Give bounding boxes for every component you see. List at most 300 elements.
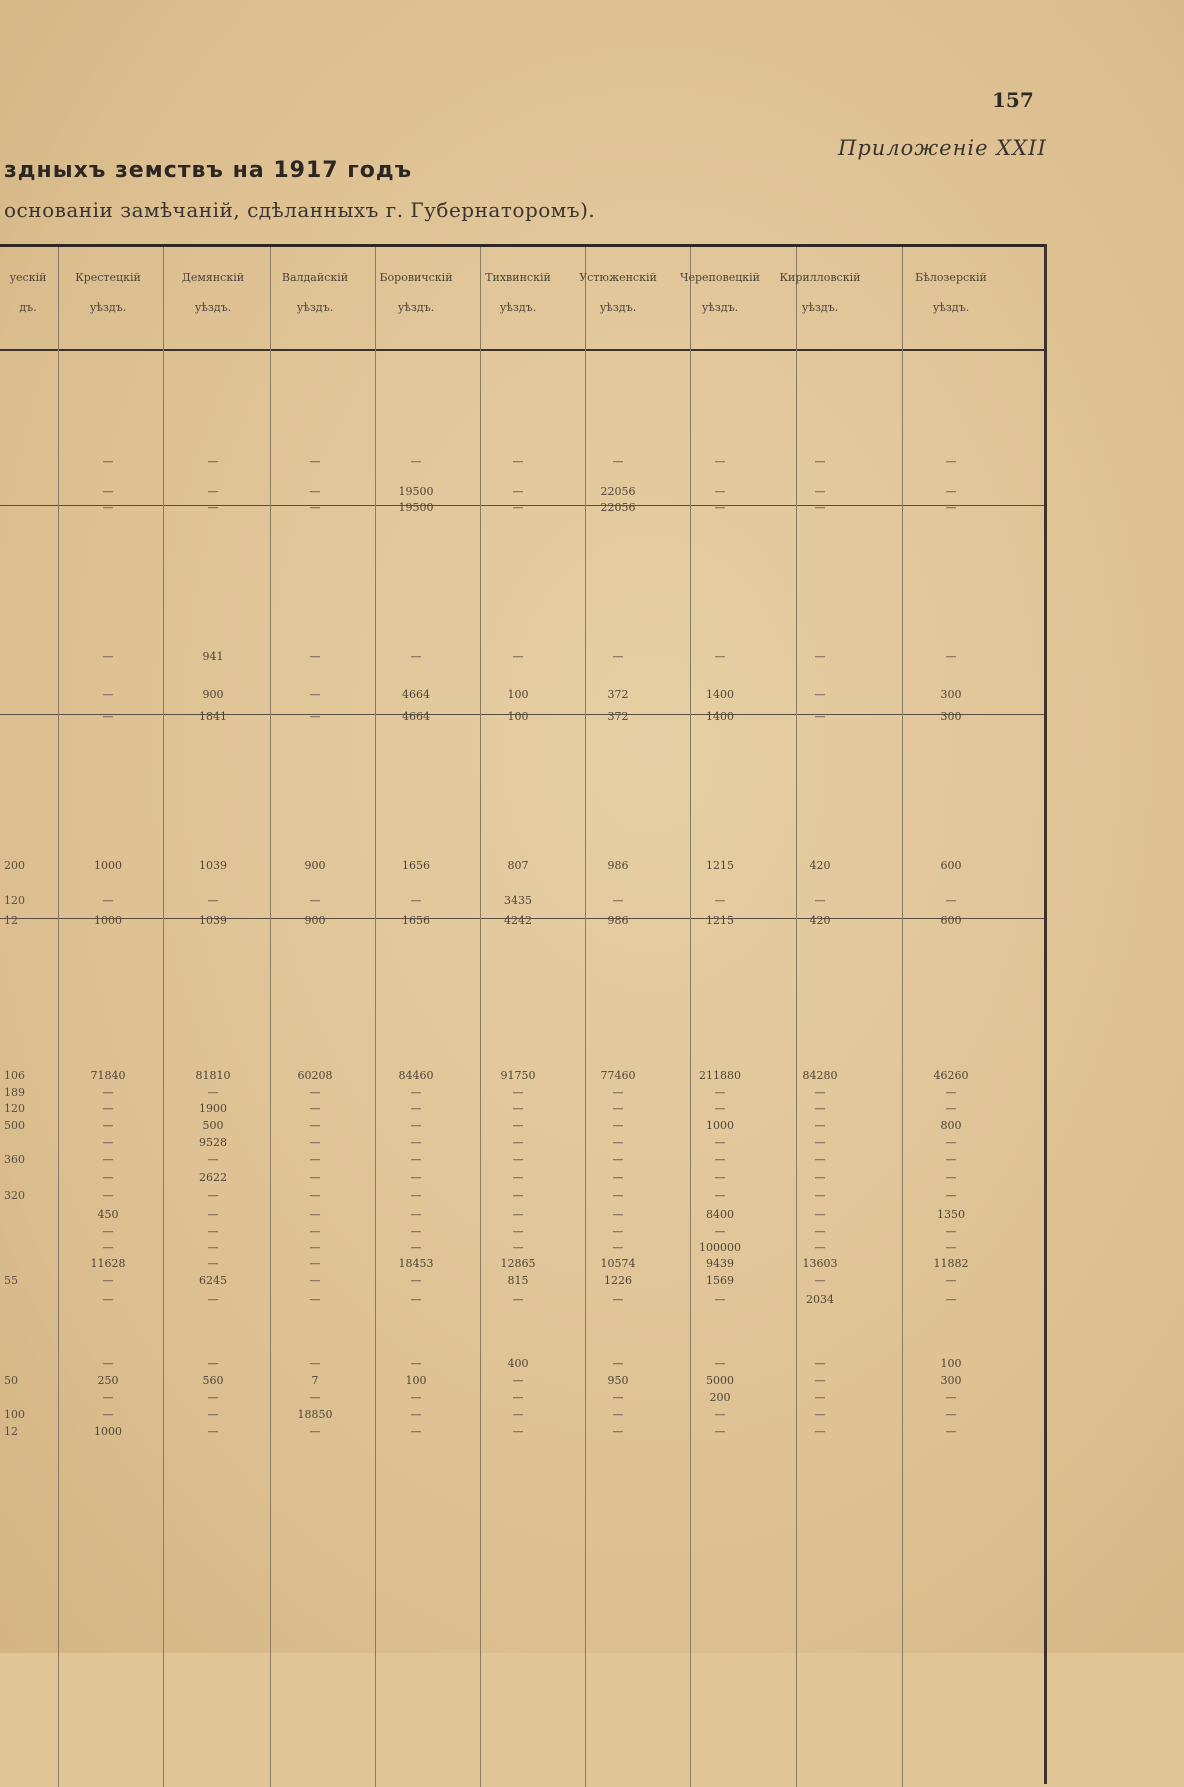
column-divider [375,247,376,1787]
table-cell: — [512,1391,524,1404]
table-cell: — [512,501,524,514]
table-cell: 600 [940,859,962,872]
table-cell: 986 [607,914,629,927]
table-cell: — [814,650,826,663]
table-cell: — [612,1293,624,1306]
table-cell: 71840 [90,1069,126,1082]
table-cell: 5000 [706,1374,734,1387]
table-cell: — [309,1257,321,1270]
table-cell: — [814,501,826,514]
table-cell: — [945,1241,957,1254]
table-cell: 4664 [402,688,430,701]
table-cell: 1656 [402,914,430,927]
table-cell: 1000 [706,1119,734,1132]
column-header-unit: уѣздъ. [499,301,537,315]
table-cell: — [207,1241,219,1254]
table-cell: — [714,501,726,514]
table-cell: — [612,1425,624,1438]
table-cell: — [410,1293,422,1306]
table-cell: — [207,1391,219,1404]
table-cell: — [945,485,957,498]
table-cell: 81810 [195,1069,231,1082]
table-cell: 1350 [937,1208,965,1221]
column-header-name: уескій [9,271,47,284]
table-cell: 91750 [500,1069,536,1082]
table-cell: 100000 [699,1241,741,1254]
table-cell: — [102,1241,114,1254]
table-cell: — [309,894,321,907]
table-cell: — [814,1408,826,1421]
table-cell: — [102,1408,114,1421]
table-cell: — [945,650,957,663]
table-cell: — [945,1189,957,1202]
table-cell: 60208 [297,1069,333,1082]
table-cell: — [309,1293,321,1306]
table-cell: — [945,1408,957,1421]
column-header-unit: уѣздъ. [932,301,970,315]
table-cell: 3435 [504,894,532,907]
table-cell: — [512,1225,524,1238]
table-cell: 300 [940,710,962,723]
table-cell: 815 [507,1274,529,1287]
partial-column-value: 120 [4,894,25,907]
table-cell: — [612,1225,624,1238]
table-cell: — [945,1086,957,1099]
table-cell: — [512,1374,524,1387]
table-cell: — [814,1374,826,1387]
table-cell: 100 [940,1357,962,1370]
table-cell: — [309,1241,321,1254]
column-divider [690,247,691,1787]
column-divider [585,247,586,1787]
table-cell: — [207,501,219,514]
column-header-name: Демянскій [181,271,245,284]
table-cell: — [512,455,524,468]
table-cell: — [612,1391,624,1404]
page-title: здныхъ земствъ на 1917 годъ [4,158,413,183]
table-cell: — [612,1136,624,1149]
table-cell: 300 [940,1374,962,1387]
partial-column-value: 50 [4,1374,18,1387]
table-cell: — [512,1153,524,1166]
table-cell: 941 [202,650,224,663]
partial-column-value: 200 [4,859,25,872]
table-cell: 1039 [199,914,227,927]
table-cell: — [410,1171,422,1184]
table-cell: — [410,1391,422,1404]
table-cell: — [814,485,826,498]
table-cell: — [512,1293,524,1306]
table-cell: 1841 [199,710,227,723]
table-cell: — [207,1208,219,1221]
column-header-unit: уѣздъ. [397,301,435,315]
table-cell: 19500 [398,501,434,514]
table-cell: — [309,650,321,663]
table-cell: — [714,650,726,663]
table-cell: — [309,1153,321,1166]
table-cell: — [309,1189,321,1202]
table-cell: — [512,1086,524,1099]
table-cell: — [309,501,321,514]
table-cell: — [945,1274,957,1287]
page-number: 157 [992,88,1034,112]
table-cell: 560 [202,1374,224,1387]
column-header-name: Череповецкій [679,271,761,284]
table-cell: — [102,710,114,723]
table-cell: 9528 [199,1136,227,1149]
table-cell: — [945,1102,957,1115]
table-cell: — [612,1189,624,1202]
table-cell: — [309,1357,321,1370]
table-cell: — [612,1408,624,1421]
table-cell: 1656 [402,859,430,872]
partial-column-value: 120 [4,1102,25,1115]
table-cell: — [814,1391,826,1404]
table-cell: — [207,1225,219,1238]
table-cell: — [512,1208,524,1221]
table-cell: 800 [940,1119,962,1132]
table-cell: 1400 [706,710,734,723]
table-cell: 100 [405,1374,427,1387]
table-cell: 1039 [199,859,227,872]
table-cell: — [102,1293,114,1306]
column-header-unit: уѣздъ. [296,301,334,315]
column-header-name: Тихвинскій [485,271,551,284]
table-cell: 500 [202,1119,224,1132]
table-cell: — [612,1241,624,1254]
table-cell: 19500 [398,485,434,498]
table-cell: 900 [304,914,326,927]
table-cell: 22056 [600,485,636,498]
table-cell: 13603 [802,1257,838,1270]
column-header [56,272,160,314]
table-cell: 900 [202,688,224,701]
table-cell: — [814,1274,826,1287]
table-cell: 1569 [706,1274,734,1287]
table-cell: — [814,710,826,723]
table-cell: — [612,1102,624,1115]
column-divider [58,247,59,1787]
table-cell: — [612,1357,624,1370]
table-cell: — [102,1225,114,1238]
table-cell: — [714,1293,726,1306]
table-cell: 420 [809,914,831,927]
table-cell: — [814,1425,826,1438]
column-header-name: Бѣлозерскій [915,271,987,284]
table-cell: 986 [607,859,629,872]
table-cell: — [410,1241,422,1254]
table-cell: 600 [940,914,962,927]
table-cell: — [207,455,219,468]
table-cell: — [714,485,726,498]
table-cell: 18453 [398,1257,434,1270]
table-cell: 11628 [90,1257,126,1270]
table-right-border [1044,244,1047,1784]
table-cell: — [102,1171,114,1184]
table-cell: — [814,1102,826,1115]
table-cell: 4664 [402,710,430,723]
table-cell: 372 [607,710,629,723]
column-header-name: Боровичскій [379,271,453,284]
column-divider [163,247,164,1787]
table-cell: 900 [304,859,326,872]
table-cell: — [714,1136,726,1149]
table-cell: — [102,894,114,907]
table-cell: 807 [507,859,529,872]
table-cell: 300 [940,688,962,701]
table-cell: — [410,455,422,468]
column-header [768,272,872,314]
table-cell: — [945,1171,957,1184]
table-cell: 11882 [933,1257,969,1270]
table-cell: — [410,1274,422,1287]
table-cell: — [207,1257,219,1270]
table-cell: — [207,485,219,498]
table-cell: — [207,894,219,907]
column-divider [270,247,271,1787]
table-cell: — [814,1153,826,1166]
table-cell: 400 [507,1357,529,1370]
table-cell: — [945,1153,957,1166]
table-cell: 1000 [94,859,122,872]
table-cell: — [512,1241,524,1254]
page-subtitle: основаніи замѣчаній, сдѣланныхъ г. Губернаторомъ). [4,198,596,222]
table-cell: — [309,1274,321,1287]
table-cell: 250 [97,1374,119,1387]
table-cell: — [612,1086,624,1099]
table-cell: — [102,485,114,498]
table-cell: — [102,1136,114,1149]
table-cell: — [102,1189,114,1202]
table-cell: 84280 [802,1069,838,1082]
column-header-unit: дъ. [19,301,37,315]
table-cell: 4242 [504,914,532,927]
table-cell: 2034 [806,1293,834,1306]
table-cell: — [714,1189,726,1202]
table-cell: — [207,1357,219,1370]
table-cell: 100 [507,688,529,701]
table-cell: 420 [809,859,831,872]
table-cell: 6245 [199,1274,227,1287]
table-cell: — [410,894,422,907]
table-cell: — [410,1086,422,1099]
table-cell: 7 [311,1374,319,1387]
table-cell: 1215 [706,914,734,927]
column-header-unit: уѣздъ. [801,301,839,315]
table-cell: — [612,1153,624,1166]
column-header-unit: уѣздъ. [599,301,637,315]
table-cell: 1215 [706,859,734,872]
table-cell: — [102,1357,114,1370]
table-cell: — [714,1153,726,1166]
column-header [466,272,570,314]
table-cell: — [102,1153,114,1166]
table-cell: — [945,1293,957,1306]
table-cell: — [309,455,321,468]
table-cell: 1000 [94,914,122,927]
column-header-unit: уѣздъ. [89,301,127,315]
column-header-name: Крестецкій [75,271,141,284]
table-cell: 950 [607,1374,629,1387]
table-cell: — [612,1171,624,1184]
table-cell: — [814,688,826,701]
table-cell: — [714,455,726,468]
table-cell: — [612,1119,624,1132]
table-cell: — [512,1425,524,1438]
column-header [263,272,367,314]
table-cell: — [945,1136,957,1149]
column-divider [902,247,903,1787]
partial-column-value: 55 [4,1274,18,1287]
table-header-rule [0,349,1046,351]
table-cell: — [814,1119,826,1132]
table-cell: — [309,688,321,701]
table-cell: — [714,1086,726,1099]
table-cell: — [945,1225,957,1238]
table-cell: — [814,1136,826,1149]
table-cell: — [410,1425,422,1438]
table-cell: — [714,1102,726,1115]
table-cell: — [309,1208,321,1221]
table-cell: — [814,455,826,468]
column-header [364,272,468,314]
table-cell: — [309,1136,321,1149]
table-cell: — [309,1086,321,1099]
column-header-unit: уѣздъ. [701,301,739,315]
table-cell: — [714,1408,726,1421]
table-cell: — [309,710,321,723]
table-cell: 200 [709,1391,731,1404]
table-cell: — [410,1208,422,1221]
table-cell: — [714,1425,726,1438]
table-cell: — [945,1391,957,1404]
partial-column-value: 500 [4,1119,25,1132]
column-header [566,272,670,314]
appendix-label: Приложеніе XXII [838,136,1047,160]
table-cell: — [102,501,114,514]
column-header-name: Кирилловскій [779,271,861,284]
table-cell: — [309,1102,321,1115]
table-cell: 8400 [706,1208,734,1221]
table-cell: — [410,1136,422,1149]
column-header-name: Валдайскій [281,271,349,284]
table-cell: 9439 [706,1257,734,1270]
table-cell: 100 [507,710,529,723]
partial-column-value: 189 [4,1086,25,1099]
table-cell: — [309,1225,321,1238]
table-cell: 18850 [297,1408,333,1421]
partial-column-value: 106 [4,1069,25,1082]
table-cell: 1226 [604,1274,632,1287]
table-cell: — [410,1408,422,1421]
column-header [668,272,772,314]
table-cell: — [714,1225,726,1238]
table-cell: — [102,1391,114,1404]
table-cell: — [512,1408,524,1421]
table-cell: — [814,1086,826,1099]
table-cell: 84460 [398,1069,434,1082]
column-header-partial [0,272,56,314]
table-cell: — [102,688,114,701]
table-cell: — [814,1189,826,1202]
table-cell: — [102,1086,114,1099]
table-cell: 22056 [600,501,636,514]
table-cell: 12865 [500,1257,536,1270]
table-cell: — [410,1225,422,1238]
table-cell: — [612,1208,624,1221]
table-cell: — [512,650,524,663]
table-cell: — [102,650,114,663]
table-cell: 1900 [199,1102,227,1115]
table-cell: — [207,1153,219,1166]
table-cell: — [945,455,957,468]
table-cell: — [714,1357,726,1370]
table-cell: — [612,894,624,907]
table-cell: — [714,1171,726,1184]
table-cell: — [814,1357,826,1370]
table-cell: 77460 [600,1069,636,1082]
table-cell: — [309,1119,321,1132]
table-cell: — [512,1136,524,1149]
table-cell: 2622 [199,1171,227,1184]
column-header-name: Устюженскій [579,271,657,284]
table-cell: 1400 [706,688,734,701]
table-cell: — [814,894,826,907]
table-cell: — [410,1357,422,1370]
partial-column-value: 12 [4,914,18,927]
table-cell: 10574 [600,1257,636,1270]
table-cell: — [410,1119,422,1132]
table-cell: — [410,1153,422,1166]
column-header-unit: уѣздъ. [194,301,232,315]
table-cell: — [512,1119,524,1132]
table-cell: — [207,1086,219,1099]
table-cell: — [309,485,321,498]
table-cell: — [309,1391,321,1404]
table-cell: 1000 [94,1425,122,1438]
partial-column-value: 100 [4,1408,25,1421]
table-cell: — [410,1189,422,1202]
table-cell: — [714,894,726,907]
table-cell: — [309,1171,321,1184]
table-cell: — [102,1119,114,1132]
column-header [899,272,1003,314]
table-cell: — [309,1425,321,1438]
table-cell: — [945,1425,957,1438]
column-divider [480,247,481,1787]
table-cell: — [814,1241,826,1254]
partial-column-value: 12 [4,1425,18,1438]
table-cell: — [207,1408,219,1421]
table-cell: — [410,650,422,663]
table-cell: — [207,1425,219,1438]
table-cell: — [410,1102,422,1115]
table-cell: — [512,485,524,498]
table-cell: — [102,1102,114,1115]
table-cell: 372 [607,688,629,701]
partial-column-value: 360 [4,1153,25,1166]
partial-column-value: 320 [4,1189,25,1202]
column-header [161,272,265,314]
table-cell: — [814,1171,826,1184]
table-cell: — [207,1189,219,1202]
column-divider [796,247,797,1787]
table-cell: — [512,1189,524,1202]
table-cell: — [612,650,624,663]
table-cell: — [102,1274,114,1287]
table-cell: 450 [97,1208,119,1221]
table-cell: — [945,894,957,907]
